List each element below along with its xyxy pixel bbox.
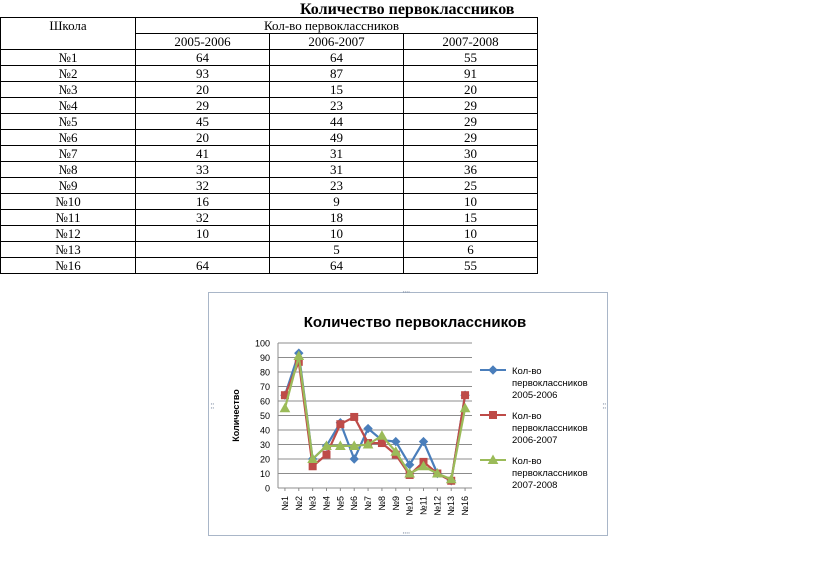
legend-marker: [490, 412, 497, 419]
count-cell: 49: [270, 130, 404, 146]
x-tick-label: №10: [404, 496, 415, 516]
table-row: [1, 162, 538, 178]
legend-label: 2006-2007: [512, 435, 558, 446]
count-cell: 25: [404, 178, 538, 194]
table-row: [1, 226, 538, 242]
legend-label: первоклассников: [512, 423, 588, 434]
table-body: [1, 50, 538, 274]
count-cell: 55: [404, 50, 538, 66]
table-row: [1, 242, 538, 258]
school-cell: №10: [1, 194, 136, 210]
x-tick-label: №1: [279, 496, 290, 511]
school-cell: №7: [1, 146, 136, 162]
table-row: [1, 178, 538, 194]
x-tick-label: №2: [293, 496, 304, 511]
school-cell: №5: [1, 114, 136, 130]
count-cell: 36: [404, 162, 538, 178]
count-cell: 64: [270, 50, 404, 66]
year-header-2007: 2007-2008: [404, 34, 538, 50]
line-chart: [209, 293, 607, 539]
count-cell: 32: [136, 178, 270, 194]
table-row: [1, 82, 538, 98]
year-header-2005: 2005-2006: [136, 34, 270, 50]
school-cell: №2: [1, 66, 136, 82]
legend-label: Кол-во: [512, 456, 542, 467]
count-cell: 55: [404, 258, 538, 274]
y-tick-label: 30: [259, 440, 270, 450]
count-cell: 64: [136, 258, 270, 274]
count-cell: 20: [404, 82, 538, 98]
page-title: Количество первоклассников: [300, 1, 515, 18]
school-cell: №6: [1, 130, 136, 146]
school-cell: №16: [1, 258, 136, 274]
table-row: [1, 66, 538, 82]
y-tick-label: 100: [254, 338, 270, 349]
count-cell: [136, 242, 270, 258]
count-cell: 10: [404, 226, 538, 242]
resize-handle-top[interactable]: ····: [402, 288, 410, 298]
school-cell: №11: [1, 210, 136, 226]
y-tick-label: 50: [259, 411, 270, 421]
legend-label: первоклассников: [512, 378, 588, 389]
x-tick-label: №3: [307, 496, 318, 511]
x-tick-label: №12: [432, 496, 443, 516]
x-tick-label: №9: [390, 496, 401, 511]
legend-marker: [489, 366, 497, 374]
y-tick-label: 0: [264, 483, 270, 494]
count-cell: 41: [136, 146, 270, 162]
x-tick-label: №11: [418, 496, 429, 515]
school-cell: №12: [1, 226, 136, 242]
data-point: [377, 431, 386, 439]
table-row: [1, 258, 538, 274]
count-cell: 44: [270, 114, 404, 130]
school-column-header: Школа: [1, 18, 136, 50]
count-cell: 91: [404, 66, 538, 82]
table-row: [1, 210, 538, 226]
school-cell: №8: [1, 162, 136, 178]
count-cell: 9: [270, 194, 404, 210]
legend-label: 2007-2008: [512, 480, 558, 491]
school-cell: №4: [1, 98, 136, 114]
table-row: [1, 50, 538, 66]
count-cell: 64: [270, 258, 404, 274]
x-tick-label: №6: [349, 496, 360, 511]
resize-handle-left[interactable]: ····: [210, 400, 214, 414]
table-row: [1, 98, 538, 114]
count-group-header: Кол-во первоклассников: [136, 18, 538, 34]
count-cell: 6: [404, 242, 538, 258]
y-tick-label: 70: [259, 382, 270, 392]
table-row: [1, 114, 538, 130]
count-cell: 31: [270, 146, 404, 162]
count-cell: 29: [404, 130, 538, 146]
y-tick-label: 20: [259, 454, 270, 465]
x-tick-label: №4: [321, 496, 332, 511]
legend-label: первоклассников: [512, 468, 588, 479]
y-tick-label: 10: [259, 469, 270, 479]
table-row: [1, 130, 538, 146]
legend-label: Кол-во: [512, 411, 542, 422]
count-cell: 20: [136, 130, 270, 146]
resize-handle-right[interactable]: ····: [602, 400, 606, 414]
year-header-2006: 2006-2007: [270, 34, 404, 50]
y-tick-label: 40: [259, 425, 270, 436]
count-cell: 16: [136, 194, 270, 210]
count-cell: 29: [136, 98, 270, 114]
data-point: [309, 463, 316, 470]
count-cell: 64: [136, 50, 270, 66]
school-cell: №13: [1, 242, 136, 258]
data-point: [280, 404, 289, 412]
count-cell: 15: [270, 82, 404, 98]
legend-label: Кол-во: [512, 366, 542, 377]
y-tick-label: 90: [259, 353, 270, 363]
count-cell: 29: [404, 114, 538, 130]
count-cell: 23: [270, 178, 404, 194]
count-cell: 45: [136, 114, 270, 130]
count-cell: 10: [404, 194, 538, 210]
data-point: [351, 413, 358, 420]
count-cell: 23: [270, 98, 404, 114]
data-point: [461, 404, 470, 412]
y-tick-label: 80: [259, 367, 270, 378]
data-table: [0, 17, 538, 274]
x-tick-label: №8: [376, 496, 387, 511]
count-cell: 30: [404, 146, 538, 162]
data-point: [462, 392, 469, 399]
legend-label: 2005-2006: [512, 390, 558, 401]
count-cell: 87: [270, 66, 404, 82]
count-cell: 10: [136, 226, 270, 242]
chart-title: Количество первоклассников: [303, 314, 527, 331]
table-row: [1, 194, 538, 210]
count-cell: 10: [270, 226, 404, 242]
x-tick-label: №5: [335, 496, 346, 511]
table-row: [1, 146, 538, 162]
y-axis-label: Количество: [231, 389, 241, 442]
count-cell: 32: [136, 210, 270, 226]
count-cell: 93: [136, 66, 270, 82]
data-point: [323, 451, 330, 458]
count-cell: 31: [270, 162, 404, 178]
count-cell: 18: [270, 210, 404, 226]
resize-handle-bottom[interactable]: ····: [402, 529, 410, 539]
table-header-row: [1, 18, 538, 34]
data-point: [350, 455, 358, 463]
data-point: [337, 421, 344, 428]
x-tick-label: №13: [446, 496, 457, 516]
count-cell: 29: [404, 98, 538, 114]
school-cell: №1: [1, 50, 136, 66]
chart-frame[interactable]: [208, 288, 608, 539]
data-point: [378, 440, 385, 447]
x-tick-label: №16: [460, 496, 471, 516]
count-cell: 15: [404, 210, 538, 226]
count-cell: 20: [136, 82, 270, 98]
school-cell: №3: [1, 82, 136, 98]
count-cell: 33: [136, 162, 270, 178]
x-tick-label: №7: [363, 496, 374, 511]
y-tick-label: 60: [259, 396, 270, 407]
count-cell: 5: [270, 242, 404, 258]
school-cell: №9: [1, 178, 136, 194]
